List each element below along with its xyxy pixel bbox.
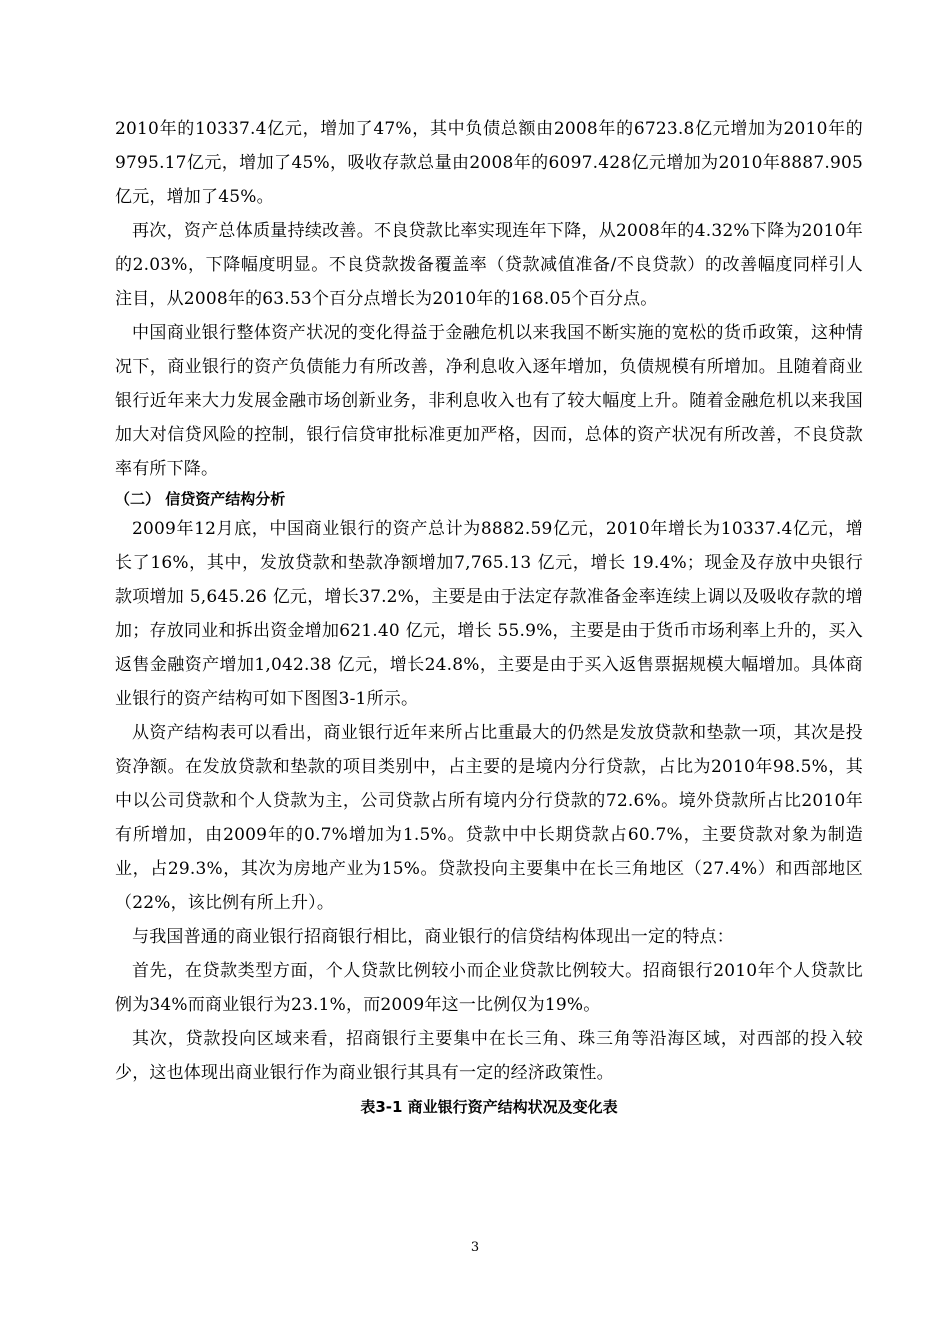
paragraph-asset-total: 2009年12月底，中国商业银行的资产总计为8882.59亿元，2010年增长为10337.4亿元，增长了16%，其中，发放贷款和垫款净额增加7,765.13 亿元，增长 19.4%；现金及存放中央银行款项增加 5,645.26 亿元，增长37.2%，主要是由于法定存款准备金率连续上调以及吸收存款的增加；存放同业和拆出资金增加621.40 亿元，增长 55.9%，主要是由于货币市场利率上升的，买入返售金融资产增加1,042.38 亿元，增长24.8%，主要是由于买入返售票据规模大幅增加。具体商业银行的资产结构可如下图图3-1所示。 bbox=[115, 519, 863, 709]
paragraph-liability-growth: 2010年的10337.4亿元，增加了47%，其中负债总额由2008年的6723.8亿元增加为2010年的9795.17亿元，增加了45%，吸收存款总量由2008年的6097.428亿元增加为2010年8887.905亿元，增加了45%。 bbox=[115, 119, 863, 207]
section-heading: （二） 信贷资产结构分析 bbox=[115, 490, 286, 508]
page-number: 3 bbox=[470, 1240, 480, 1255]
paragraph-loan-region: 其次，贷款投向区域来看，招商银行主要集中在长三角、珠三角等沿海区域，对西部的投入较少，这也体现出商业银行作为商业银行其具有一定的经济政策性。 bbox=[115, 1029, 863, 1083]
paragraph-comparison-intro: 与我国普通的商业银行招商银行相比，商业银行的信贷结构体现出一定的特点： bbox=[132, 927, 734, 947]
paragraph-asset-structure: 从资产结构表可以看出，商业银行近年来所占比重最大的仍然是发放贷款和垫款一项，其次是投资净额。在发放贷款和垫款的项目类别中，占主要的是境内分行贷款，占比为2010年98.5%，其中以公司贷款和个人贷款为主，公司贷款占所有境内分行贷款的72.6%。境外贷款所占比2010年有所增加，由2009年的0.7%增加为1.5%。贷款中中长期贷款占60.7%，主要贷款对象为制造业，占29.3%，其次为房地产业为15%。贷款投向主要集中在长三角地区（27.4%）和西部地区（22%，该比例有所上升）。 bbox=[115, 723, 863, 913]
paragraph-monetary-policy: 中国商业银行整体资产状况的变化得益于金融危机以来我国不断实施的宽松的货币政策，这种情况下，商业银行的资产负债能力有所改善，净利息收入逐年增加，负债规模有所增加。且随着商业银行近年来大力发展金融市场创新业务，非利息收入也有了较大幅度上升。随着金融危机以来我国加大对信贷风险的控制，银行信贷审批标准更加严格，因而，总体的资产状况有所改善，不良贷款率有所下降。 bbox=[115, 323, 863, 479]
paragraph-loan-type: 首先，在贷款类型方面，个人贷款比例较小而企业贷款比例较大。招商银行2010年个人贷款比例为34%而商业银行为23.1%，而2009年这一比例仅为19%。 bbox=[115, 961, 863, 1015]
table-caption: 表3-1 商业银行资产结构状况及变化表 bbox=[360, 1098, 618, 1116]
document-page bbox=[115, 112, 863, 1124]
paragraph-asset-quality: 再次，资产总体质量持续改善。不良贷款比率实现连年下降，从2008年的4.32%下降为2010年的2.03%，下降幅度明显。不良贷款拨备覆盖率（贷款减值准备/不良贷款）的改善幅度同样引人注目，从2008年的63.53个百分点增长为2010年的168.05个百分点。 bbox=[115, 221, 863, 309]
